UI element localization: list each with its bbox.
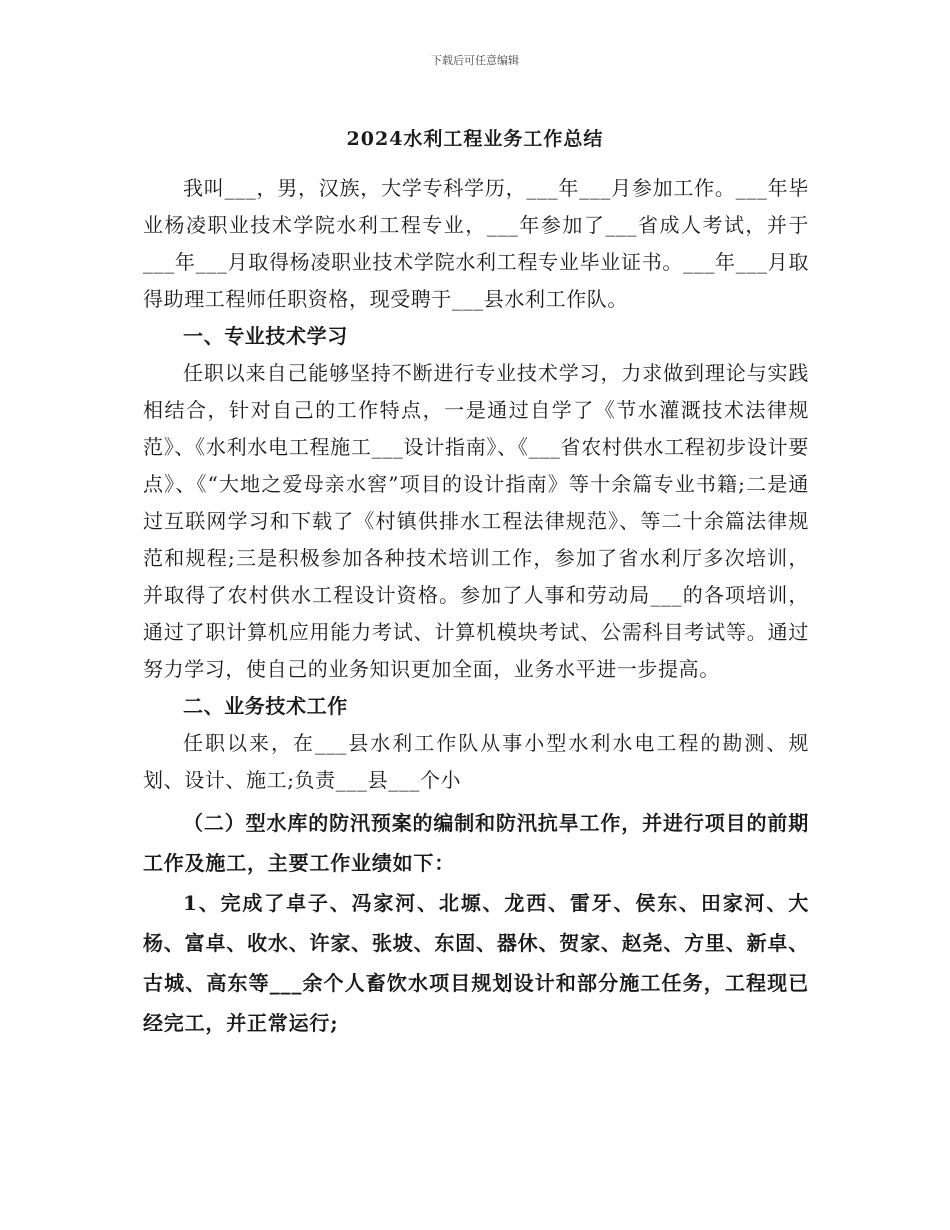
document-title: 2024水利工程业务工作总结 bbox=[346, 128, 604, 150]
paragraph-study: 任职以来自己能够坚持不断进行专业技术学习，力求做到理论与实践相结合，针对自己的工作特点，一是通过自学了《节水灌溉技术法律规范》、《水利水电工程施工___设计指南》、《___省农村供水工程初步设计要点》、《“大地之爱母亲水窖”项目的设计指南》等十余篇专业书籍;二是通过互联网学习和下载了《村镇供排水工程法律规范》、等二十余篇法律规范和规程;三是积极参加各种技术培训工作，参加了省水利厅多次培训，并取得了农村供水工程设计资格。参加了人事和劳动局___的各项培训，通过了职计算机应用能力考试、计算机模块考试、公需科目考试等。通过努力学习，使自己的业务知识更加全面，业务水平进一步提高。 bbox=[143, 361, 809, 681]
paragraph-work: 任职以来，在___县水利工作队从事小型水利水电工程的勘测、规划、设计、施工;负责___县___个小 bbox=[143, 731, 809, 792]
paragraph-flood-control: （二）型水库的防汛预案的编制和防汛抗旱工作，并进行项目的前期工作及施工，主要工作业绩如下： bbox=[143, 811, 809, 875]
section-heading-work: 二、业务技术工作 bbox=[183, 694, 348, 718]
document-body bbox=[143, 170, 809, 1043]
paragraph-intro: 我叫___，男，汉族，大学专科学历，___年___月参加工作。___年毕业杨凌职业技术学院水利工程专业，___年参加了___省成人考试，并于___年___月取得杨凌职业技术学院水利工程专业毕业证书。___年___月取得助理工程师任职资格，现受聘于___县水利工作队。 bbox=[143, 176, 809, 311]
paragraph-achievements-1: 1、完成了卓子、冯家河、北塬、龙西、雷牙、侯东、田家河、大杨、富卓、收水、许家、张坡、东固、器休、贺家、赵尧、方里、新卓、古城、高东等___余个人畜饮水项目规划设计和部分施工任务，工程现已经完工，并正常运行; bbox=[143, 891, 809, 1035]
header-note: 下载后可任意编辑 bbox=[431, 54, 519, 67]
section-heading-study: 一、专业技术学习 bbox=[183, 324, 348, 348]
